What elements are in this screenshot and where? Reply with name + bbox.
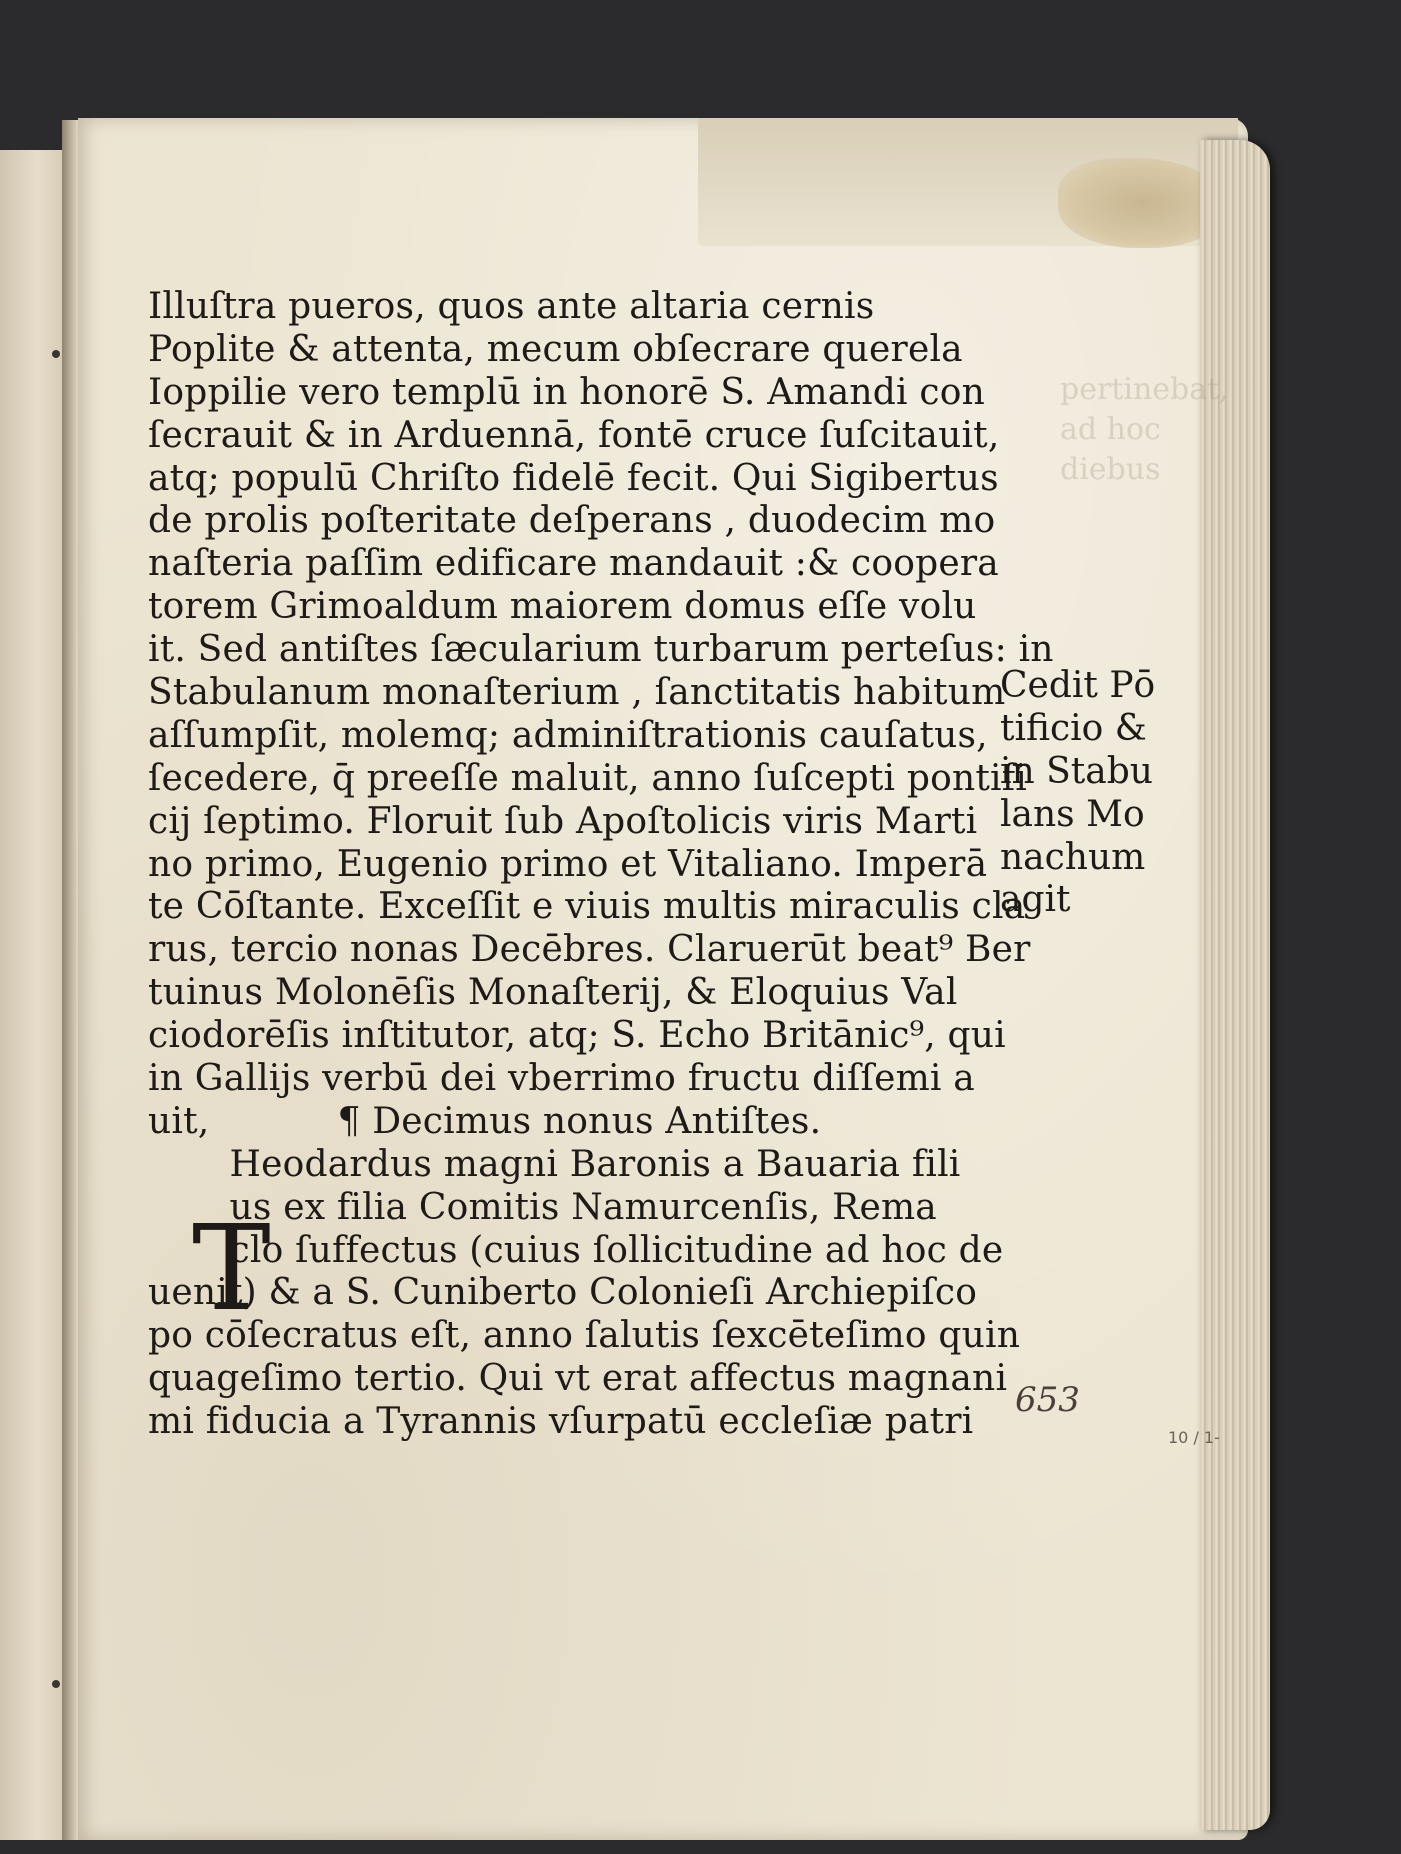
facing-page-edge <box>0 150 64 1840</box>
initial-capital: T <box>192 1199 271 1337</box>
text-line: de prolis poſteritate deſperans , duodecim mo <box>148 500 996 542</box>
text-line: tuinus Molonēſis Monaſterij, & Eloquius Val <box>148 972 958 1014</box>
text-line: cij ſeptimo. Floruit ſub Apoſtolicis viris Marti <box>148 800 978 842</box>
text-line: it. Sed antiſtes ſæcularium turbarum perteſus: in <box>148 629 1054 671</box>
show-through-text <box>1060 370 1229 490</box>
print-mark <box>52 350 60 358</box>
text-line: Stabulanum monaſterium , ſanctitatis habitum <box>148 672 1006 714</box>
margin-line: agit <box>1000 879 1071 921</box>
text-line: atq; populū Chriſto fidelē fecit. Qui Sigibertus <box>148 457 999 499</box>
text-line: torem Grimoaldum maiorem domus eſſe volu <box>148 586 977 628</box>
ghost-line: diebus <box>1060 452 1161 487</box>
margin-line: tificio & <box>1000 707 1147 749</box>
text-line: quageſimo tertio. Qui vt erat affectus magnani <box>148 1358 1008 1400</box>
text-line: ciodorēſis inſtitutor, atq; S. Echo Britānic⁹, qui <box>148 1015 1006 1057</box>
margin-line: Cedit Pō <box>1000 665 1156 706</box>
print-mark <box>52 1680 60 1688</box>
pencil-annotation: 10 / 1- <box>1168 1428 1220 1447</box>
text-line: Heodardus magni Baronis a Bauaria fili <box>148 1143 961 1185</box>
handwritten-annotation: 653 <box>1015 1380 1080 1420</box>
text-line: rus, tercio nonas Decēbres. Claruerūt beat⁹ Ber <box>148 929 1031 971</box>
text-line: ſecedere, q̄ preeſſe maluit, anno ſuſcepti pontifi <box>148 757 1028 799</box>
text-line: clo ſuffectus (cuius ſollicitudine ad hoc de <box>148 1229 1004 1271</box>
text-line: uit, ¶ Decimus nonus Antiſtes. <box>148 1100 822 1142</box>
text-line: us ex filia Comitis Namurcenſis, Rema <box>148 1186 937 1228</box>
text-line: naſteria paſſim edificare mandauit :& coopera <box>148 543 999 585</box>
ghost-line: pertinebat, <box>1060 372 1229 407</box>
text-line: aſſumpſit, molemq; adminiſtrationis cauſatus, <box>148 714 988 756</box>
text-line: Poplite & attenta, mecum obſecrare querela <box>148 328 963 370</box>
marginal-note <box>1000 665 1155 922</box>
text-line: Ioppilie vero templū in honorē S. Amandi con <box>148 371 986 413</box>
text-line: po cōſecratus eſt, anno ſalutis ſexcēteſimo quin <box>148 1315 1021 1357</box>
text-line: uenit) & a S. Cuniberto Colonieſi Archiepiſco <box>148 1272 978 1314</box>
text-line: ſecrauit & in Arduennā, fontē cruce ſuſcitauit, <box>148 414 1000 456</box>
text-line: Illuſtra pueros, quos ante altaria cernis <box>148 286 875 327</box>
margin-line: lans Mo <box>1000 793 1145 835</box>
text-line: te Cōſtante. Exceſſit e viuis multis miraculis cla <box>148 886 1026 928</box>
margin-line: nachum <box>1000 836 1146 878</box>
margin-line: in Stabu <box>1000 750 1153 792</box>
ghost-line: ad hoc <box>1060 412 1161 447</box>
text-line: no primo, Eugenio primo et Vitaliano. Imperā <box>148 843 988 885</box>
text-line: mi fiducia a Tyrannis vſurpatū eccleſiæ patri <box>148 1401 974 1443</box>
text-line: in Gallijs verbū dei vberrimo fructu diſſemi a <box>148 1058 975 1100</box>
